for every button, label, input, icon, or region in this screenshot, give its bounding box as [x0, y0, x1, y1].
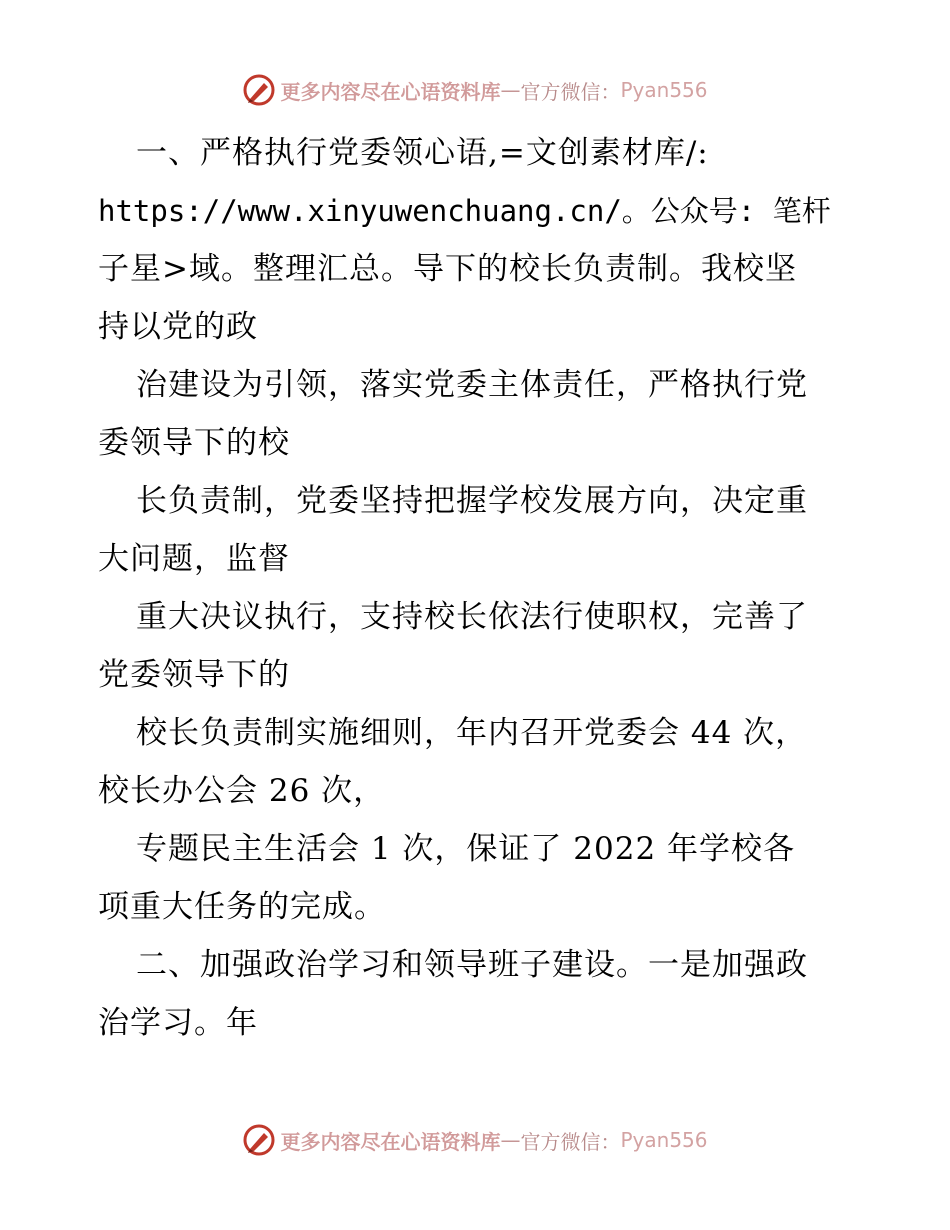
text-line: 专题民主生活会 1 次，保证了 2022 年学校各 [136, 831, 796, 867]
text-line: 校长负责制实施细则，年内召开党委会 44 次， [136, 715, 808, 751]
banner-wechat-id: Pyan556 [620, 1128, 708, 1152]
text-line: 持以党的政 [98, 309, 258, 345]
banner-dash: — [500, 78, 521, 102]
text-line: 委领导下的校 [98, 425, 290, 461]
banner-title: 更多内容尽在心语资料库 [280, 1129, 501, 1154]
banner-title: 更多内容尽在心语资料库 [280, 79, 501, 104]
banner-wechat-label: 官方微信： [520, 79, 621, 104]
text-line: 治建设为引领，落实党委主体责任，严格执行党 [136, 367, 808, 403]
text-line: 二、加强政治学习和领导班子建设。一是加强政 [136, 947, 808, 983]
header-banner [0, 70, 950, 110]
text-line: 一、严格执行党委领心语,=文创素材库/: [136, 135, 709, 171]
document-body [98, 124, 858, 1052]
text-line: 项重大任务的完成。 [98, 889, 386, 925]
text-line: 校长办公会 26 次， [98, 773, 386, 809]
banner-wechat-id: Pyan556 [620, 78, 708, 102]
text-line: 治学习。年 [98, 1005, 258, 1041]
text-line: 重大决议执行，支持校长依法行使职权，完善了 [136, 599, 808, 635]
text-line: 党委领导下的 [98, 657, 290, 693]
banner-dash: — [500, 1128, 521, 1152]
footer-banner [0, 1120, 950, 1160]
text-line: https://www.xinyuwenchuang.cn/。公众号: 笔杆 [98, 194, 831, 228]
pen-logo-icon [242, 73, 276, 107]
text-line: 长负责制，党委坚持把握学校发展方向，决定重 [136, 483, 808, 519]
text-line: 子星>域。整理汇总。导下的校长负责制。我校坚 [98, 251, 797, 287]
banner-wechat-label: 官方微信： [520, 1129, 621, 1154]
pen-logo-icon [242, 1123, 276, 1157]
text-line: 大问题，监督 [98, 541, 290, 577]
